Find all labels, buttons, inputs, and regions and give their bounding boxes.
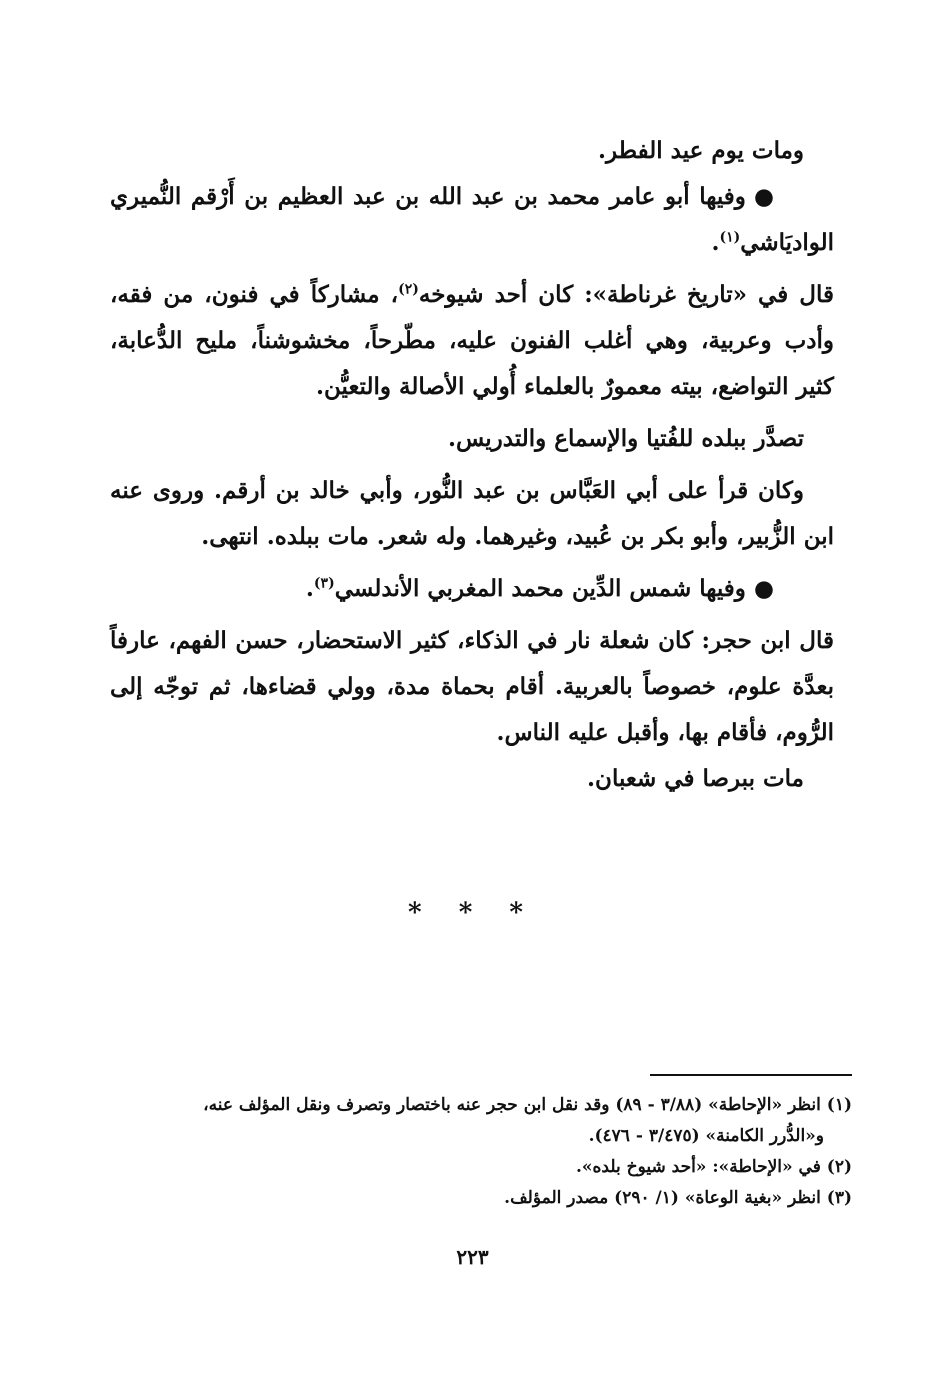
paragraph-end: . <box>305 575 314 602</box>
footnote-3 <box>110 1183 852 1214</box>
paragraph-ibn-hajar <box>110 618 834 756</box>
footnotes <box>110 1090 852 1214</box>
paragraph-teachers <box>110 468 834 560</box>
footnote-text: (٢) في «الإحاطة»: «أحد شيوخ بلده». <box>575 1157 852 1177</box>
paragraph-end: . <box>711 229 720 256</box>
paragraph-text: وفيها أبو عامر محمد بن عبد الله بن عبد العظيم بن أَرْقم النُّميري الواديَاشي <box>110 183 834 256</box>
footnote-ref-3: (٣) <box>313 575 335 592</box>
bullet-icon: ● <box>753 183 774 210</box>
paragraph-death-eid <box>110 128 834 174</box>
bullet-icon: ● <box>753 575 774 602</box>
page-number: ٢٢٣ <box>456 1245 489 1269</box>
paragraph-text: ، مشاركاً في فنون، من فقه، وأدب وعربية، وهي أغلب الفنون عليه، مطّرحاً، مخشوشناً، مليح الدُّعابة، كثير التواضع، بيته معمورٌ بالعلماء أُولي الأصالة والتعيُّن. <box>110 281 834 400</box>
paragraph-text: قال ابن حجر: كان شعلة نار في الذكاء، كثير الاستحضار، حسن الفهم، عارفاً بعدَّة علوم، خصوصاً بالعربية. أقام بحماة مدة، وولي قضاءها، ثم توجّه إلى الرُّوم، فأقام بها، وأقبل عليه الناس. <box>110 627 834 746</box>
footnote-text: (٣) انظر «بغية الوعاة» (١/ ٢٩٠) مصدر المؤلف. <box>504 1188 852 1208</box>
footnote-divider <box>650 1074 852 1076</box>
paragraph-shams-al-din <box>110 566 834 612</box>
paragraph-text: وكان قرأ على أبي العَبَّاس بن عبد النُّور، وأبي خالد بن أرقم. وروى عنه ابن الزُّبير، وأبو بكر بن عُبيد، وغيرهما. وله شعر. مات ببلده. انتهى. <box>110 477 834 550</box>
paragraph-text: تصدَّر ببلده للفُتيا والإسماع والتدريس. <box>447 425 804 452</box>
footnote-1 <box>110 1090 852 1121</box>
paragraph-abu-amir <box>110 174 834 266</box>
paragraph-text: ومات يوم عيد الفطر. <box>598 137 804 164</box>
footnote-text: (١) انظر «الإحاطة» (٣/٨٨ - ٨٩) وقد نقل ابن حجر عنه باختصار وتصرف ونقل المؤلف عنه، <box>203 1095 852 1115</box>
paragraph-text: وفيها شمس الدِّين محمد المغربي الأندلسي <box>334 575 746 602</box>
paragraph-tasaddar <box>110 416 834 462</box>
main-text <box>110 128 834 802</box>
paragraph-text: قال في «تاريخ غرناطة»: كان أحد شيوخه <box>418 281 834 308</box>
paragraph-text: مات ببرصا في شعبان. <box>587 765 804 792</box>
footnote-ref-1: (١) <box>719 229 741 246</box>
footnote-2 <box>110 1152 852 1183</box>
paragraph-tarikh-gharnata <box>110 272 834 410</box>
paragraph-death-bursa <box>110 756 834 802</box>
footnote-text: و«الدُّرر الكامنة» (٣/٤٧٥ - ٤٧٦). <box>588 1126 824 1146</box>
footnote-1-continuation <box>110 1121 852 1152</box>
footnote-ref-2: (٢) <box>398 281 419 298</box>
section-separator: * * * <box>408 898 537 928</box>
